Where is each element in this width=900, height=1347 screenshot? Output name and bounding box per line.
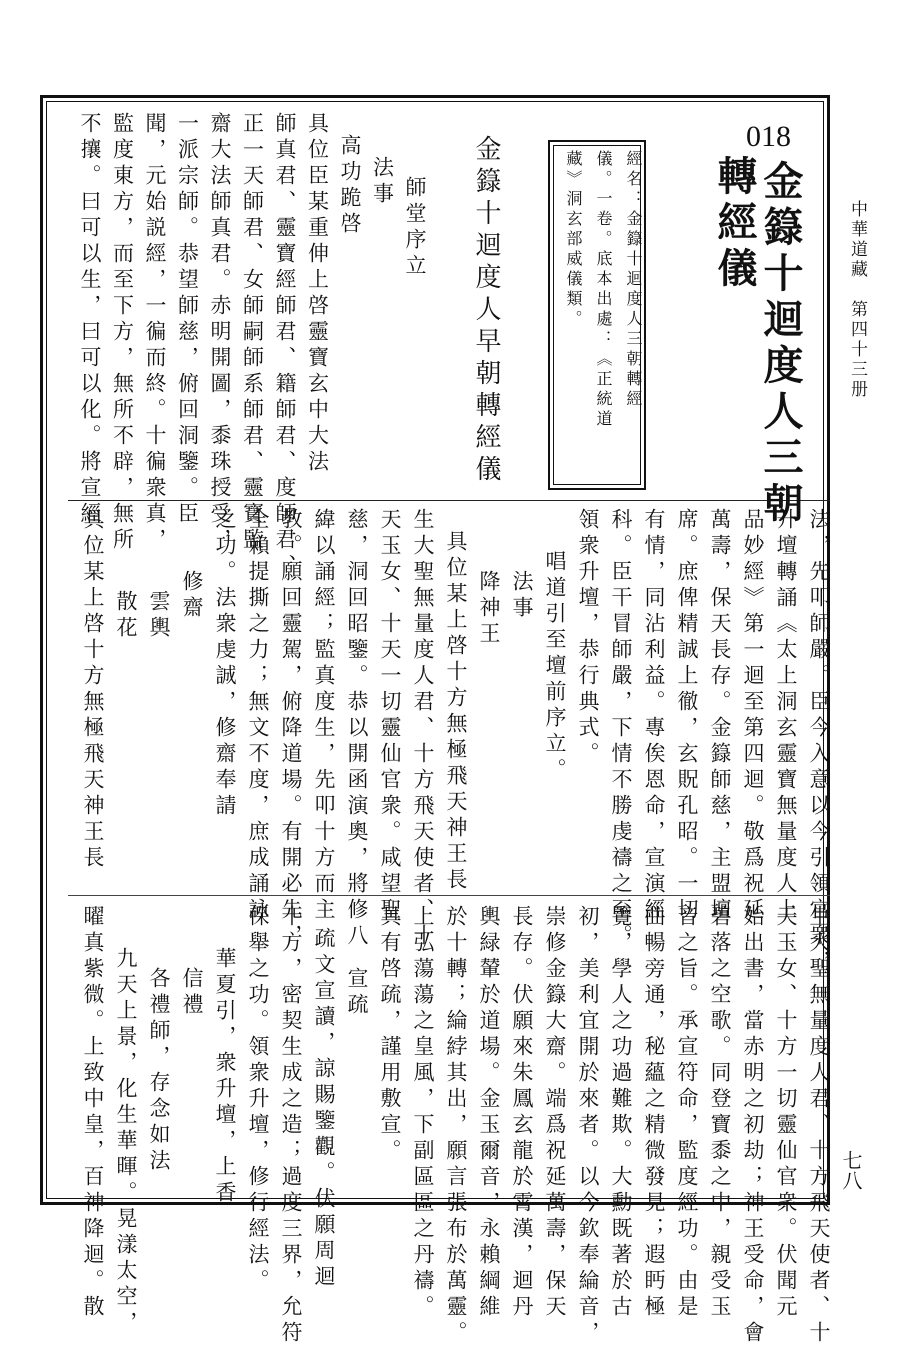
upper-column: 聞，元始説經，一徧而終。十徧衆真，: [143, 112, 167, 554]
upper-column: 正一天師君、女師嗣師系師君、靈寶監: [240, 112, 265, 554]
lower-column: 生大聖無量度人君、十方飛天使者、十: [807, 905, 831, 1347]
middle-column: 唱道引至壇前序立。: [543, 550, 567, 784]
info-line-2: 儀。一卷。底本出處：《正統道: [594, 150, 613, 430]
middle-column: 緯以誦經；監真度生，先叩十方而主: [312, 508, 336, 924]
middle-column: 雲輿: [147, 590, 171, 642]
middle-column: 席。庶俾精誠上徹，玄貺孔昭。一切: [675, 508, 699, 924]
upper-column: 具位臣某重伸上啓靈寶玄中大法: [305, 112, 330, 476]
middle-column: 升壇轉誦《太上洞玄靈寶無量度人上: [774, 508, 798, 924]
lower-column: 曲暢旁通，秘蘊之精微發見；遐眄極: [642, 905, 666, 1321]
lower-column: 具有啓疏，謹用敷宣。: [378, 905, 402, 1165]
middle-column: 降神王: [477, 570, 501, 648]
lower-column: 上弘蕩蕩之皇風，下副區區之丹禱。: [411, 905, 435, 1321]
middle-column: 萬壽，保天長存。金籙師慈，主盟壇: [708, 508, 732, 924]
middle-column: 教。願回靈駕，俯降道場。有開必先，: [279, 508, 303, 950]
middle-column: 領衆升壇，恭行典式。: [576, 508, 600, 768]
lower-column: 崇修金籙大齋。端爲祝延萬壽，保天: [543, 905, 567, 1321]
section-subtitle: 金籙十迴度人早朝轉經儀: [471, 135, 501, 487]
upper-column: 師堂序立: [403, 176, 427, 280]
info-line-3: 藏》洞玄部威儀類。: [564, 150, 583, 330]
lower-column: 十方，密契生成之造；過度三界，允符: [279, 905, 303, 1347]
lower-column: 碧落之空歌。同登寶黍之中，親受玉: [708, 905, 732, 1321]
info-line-1: 經名：金籙十迴度人三朝轉經: [624, 150, 643, 410]
lower-column: 初，美利宜開於來者。以今欽奉綸音，: [576, 905, 600, 1347]
lower-column: 宣疏: [345, 967, 369, 1019]
lower-column: 始出書，當赤明之初劫；神王受命，會: [741, 905, 765, 1347]
scripture-number: 018: [746, 120, 791, 153]
middle-column: 科。臣干冒師嚴，下情不勝虔禱之至。: [609, 508, 633, 950]
lower-column: 長存。伏願來朱鳳玄龍於霄漢，迴丹: [510, 905, 534, 1321]
volume-header: 中華道藏 第四十三册: [847, 200, 867, 400]
middle-column: 生大聖無量度人君、十方飛天使者、十: [411, 508, 435, 950]
middle-column: 天玉女、十天一切靈仙官衆。咸望聖: [378, 508, 402, 924]
middle-column: 修齋: [180, 570, 204, 622]
middle-column: 全賴提撕之力；無文不度，庶成誦詠: [246, 508, 270, 924]
lower-column: 音之旨。承宣符命，監度經功。由是: [675, 905, 699, 1321]
middle-column: 慈，洞回昭鑒。恭以開函演奧，將修八: [345, 508, 369, 950]
lower-column: 保舉之功。領衆升壇，修行經法。: [246, 905, 270, 1295]
upper-column: 監度東方，而至下方，無所不辟，無所: [110, 112, 135, 554]
page-number: 七八: [839, 1150, 863, 1190]
upper-column: 師真君、靈寶經師君、籍師君、度師君、: [273, 112, 297, 580]
lower-column: 疏文宣讀，諒賜鑒觀。伏願周迴: [312, 927, 336, 1291]
lower-column: 曜真紫微。上致中皇，百神降迴。散: [81, 905, 105, 1321]
upper-column: 法事: [370, 156, 395, 208]
lower-column: 九天上景，化生華暉。晃漾太空，: [114, 947, 138, 1337]
lower-column: 華夏引，衆升壇，上香: [213, 947, 237, 1207]
middle-column: 法事: [510, 570, 534, 622]
scripture-title-line1: 金籙十迴度人三朝: [757, 160, 804, 528]
lower-column: 輿緑輦於道場。金玉爾音，永賴綱維: [477, 905, 501, 1321]
lower-column: 天玉女、十方一切靈仙官衆。伏聞元: [774, 905, 798, 1321]
lower-column: 各禮師，存念如法: [147, 967, 171, 1175]
upper-column: 高功跪啓: [338, 134, 362, 238]
upper-column: 齋大法師真君。赤明開圖，黍珠授受，: [208, 112, 232, 554]
lower-column: 覽，學人之功過難欺。大勳既著於古: [609, 905, 633, 1321]
upper-column: 一派宗師。恭望師慈，俯回洞鑒。臣: [175, 112, 200, 528]
upper-column: 不攘。曰可以生，曰可以化。將宣經: [78, 112, 102, 528]
middle-column: 具位某上啓十方無極飛天神王長: [444, 530, 468, 894]
lower-column: 信禮: [180, 967, 204, 1019]
middle-column: 之功。法衆虔誠，修齋奉請: [213, 508, 237, 820]
scripture-title-line2: 轉經儀: [711, 155, 758, 293]
middle-column: 法，先叩師嚴。臣今入意以今引領官衆，: [807, 508, 831, 976]
middle-column: 有情，同沾利益。專俟恩命，宣演經: [642, 508, 666, 924]
lower-column: 於十轉；綸綍其出，願言張布於萬靈。: [444, 905, 468, 1347]
middle-column: 散花: [114, 590, 138, 642]
middle-column: 具位某上啓十方無極飛天神王長: [81, 508, 105, 872]
middle-column: 品妙經》第一迴至第四迴。敬爲祝延: [741, 508, 765, 924]
